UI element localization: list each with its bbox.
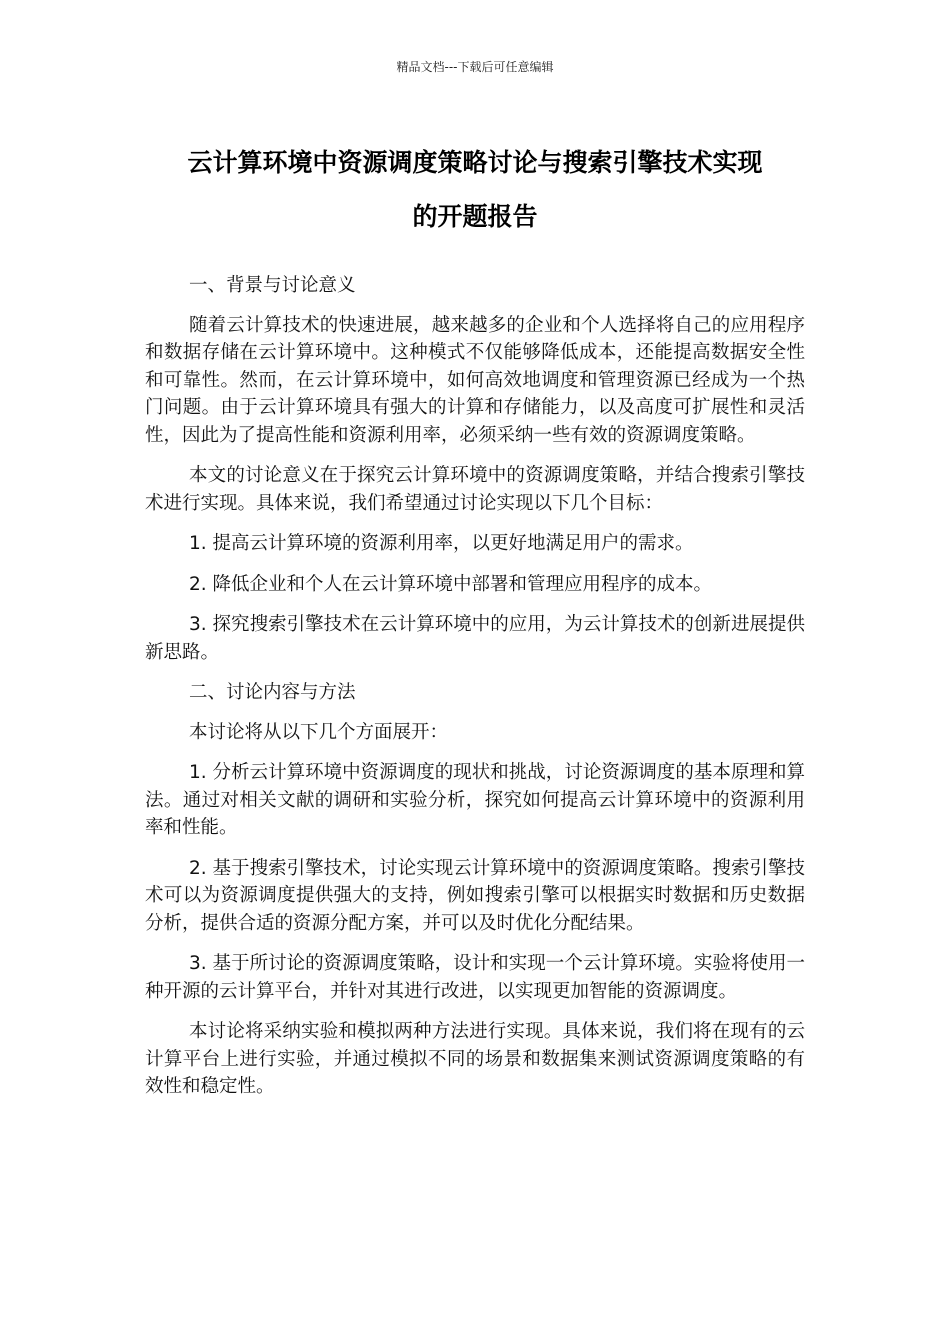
title-line-2: 的开题报告 [412,202,538,231]
title-line-1: 云计算环境中资源调度策略讨论与搜索引擎技术实现 [187,148,763,177]
goal-item-1: 1. 提高云计算环境的资源利用率，以更好地满足用户的需求。 [189,533,694,554]
paragraph-content-intro: 本讨论将从以下几个方面展开： [189,721,449,743]
paragraph-methods: 本讨论将采纳实验和模拟两种方法进行实现。具体来说，我们将在现有的云计算平台上进行实验，并通过模拟不同的场景和数据集来测试资源调度策略的有效性和稳定性。 [145,1021,805,1097]
paragraph-background: 随着云计算技术的快速进展，越来越多的企业和个人选择将自己的应用程序和数据存储在云计算环境中。这种模式不仅能够降低成本，还能提高数据安全性和可靠性。然而，在云计算环境中，如何高效地调度和管理资源已经成为一个热门问题。由于云计算环境具有强大的计算和存储能力，以及高度可扩展性和灵活性，因此为了提高性能和资源利用率，必须采纳一些有效的资源调度策略。 [145,314,805,446]
paragraph-significance: 本文的讨论意义在于探究云计算环境中的资源调度策略，并结合搜索引擎技术进行实现。具体来说，我们希望通过讨论实现以下几个目标： [145,465,805,514]
content-item-1: 1. 分析云计算环境中资源调度的现状和挑战，讨论资源调度的基本原理和算法。通过对相关文献的调研和实验分析，探究如何提高云计算环境中的资源利用率和性能。 [145,762,805,838]
goal-item-2: 2. 降低企业和个人在云计算环境中部署和管理应用程序的成本。 [189,573,713,595]
document-body [145,272,805,1114]
section-heading-background: 一、背景与讨论意义 [189,275,356,296]
goal-item-3: 3. 探究搜索引擎技术在云计算环境中的应用，为云计算技术的创新进展提供新思路。 [145,614,805,663]
content-item-2: 2. 基于搜索引擎技术，讨论实现云计算环境中的资源调度策略。搜索引擎技术可以为资源调度提供强大的支持，例如搜索引擎可以根据实时数据和历史数据分析，提供合适的资源分配方案，并可以及时优化分配结果。 [145,857,805,934]
header-note: 精品文档---下载后可任意编辑 [396,60,554,74]
section-heading-content: 二、讨论内容与方法 [189,682,356,703]
document-title [120,136,830,244]
content-item-3: 3. 基于所讨论的资源调度策略，设计和实现一个云计算环境。实验将使用一种开源的云计算平台，并针对其进行改进，以实现更加智能的资源调度。 [145,953,805,1002]
